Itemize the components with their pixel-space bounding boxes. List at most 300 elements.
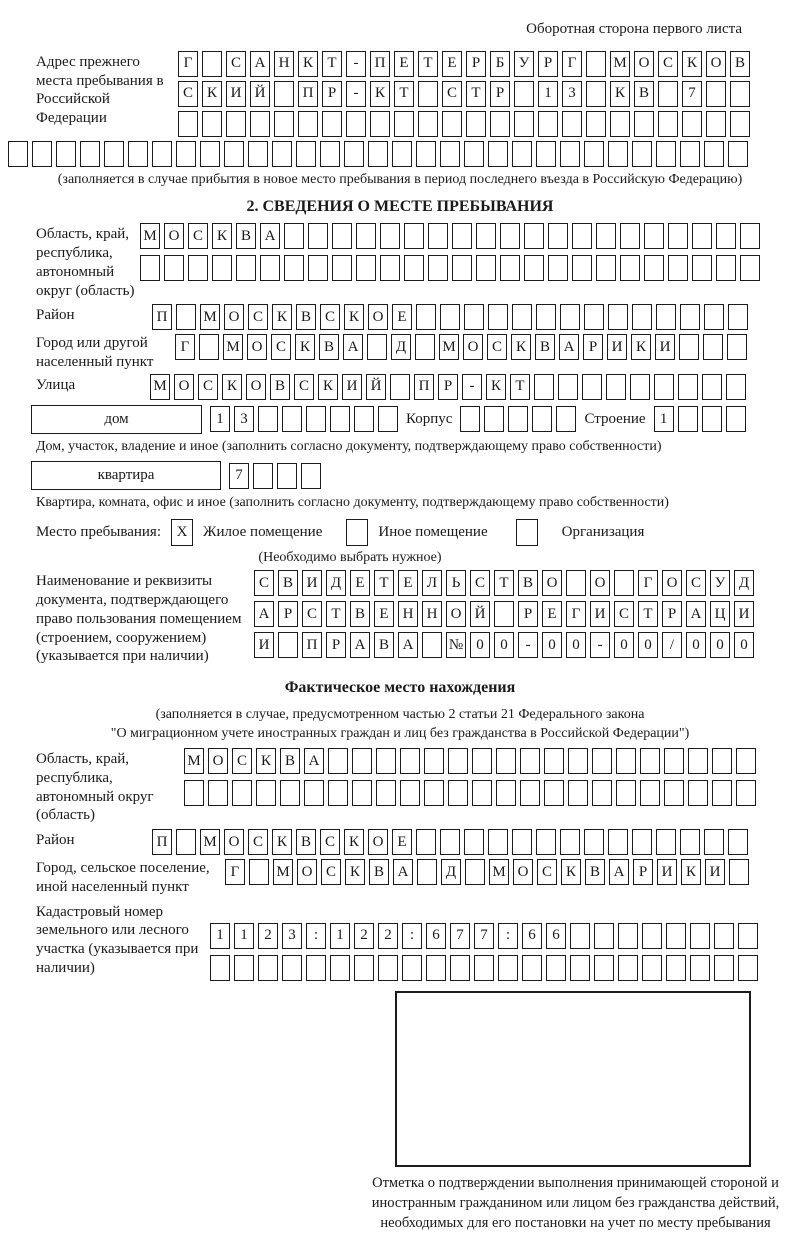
- char-box: [680, 829, 700, 855]
- char-box: [570, 955, 590, 981]
- char-box: К: [318, 374, 338, 400]
- char-box: В: [634, 81, 654, 107]
- char-box: Р: [633, 859, 653, 885]
- char-box: [232, 780, 252, 806]
- char-box: Н: [398, 601, 418, 627]
- stay-option-checkbox-organization: [516, 519, 538, 546]
- actual-city-block: [36, 857, 800, 897]
- char-box: 3: [234, 406, 254, 432]
- char-box: [320, 141, 340, 167]
- section2-title: 2. СВЕДЕНИЯ О МЕСТЕ ПРЕБЫВАНИЯ: [0, 197, 800, 217]
- char-box: К: [610, 81, 630, 107]
- char-box: [730, 111, 750, 137]
- char-box: -: [346, 51, 366, 77]
- apartment-label-box: квартира: [31, 461, 221, 490]
- document-rows: [254, 570, 754, 658]
- char-box: [56, 141, 76, 167]
- char-box: [152, 141, 172, 167]
- char-box: С: [658, 51, 678, 77]
- char-box: [496, 748, 516, 774]
- char-box: [202, 111, 222, 137]
- char-box: Р: [326, 632, 346, 658]
- char-box: [352, 748, 372, 774]
- char-box: [568, 780, 588, 806]
- char-box: И: [590, 601, 610, 627]
- house-caption: Дом, участок, владение и иное (заполнить согласно документу, подтверждающему право собственности): [36, 438, 800, 456]
- stay-type-label: Место пребывания:: [36, 523, 161, 542]
- char-box: [380, 255, 400, 281]
- char-box: И: [302, 570, 322, 596]
- char-box: М: [439, 334, 459, 360]
- char-box: 2: [378, 923, 398, 949]
- char-box: Е: [374, 601, 394, 627]
- char-box: О: [224, 829, 244, 855]
- char-box: [488, 829, 508, 855]
- char-box: [728, 141, 748, 167]
- char-box: [354, 955, 374, 981]
- stay-option-label-other: Иное помещение: [378, 523, 487, 542]
- korpus-cells: [460, 406, 576, 432]
- char-box: [560, 829, 580, 855]
- char-box: 0: [638, 632, 658, 658]
- char-box: [520, 780, 540, 806]
- char-box: [680, 304, 700, 330]
- char-box: О: [224, 304, 244, 330]
- char-box: [368, 141, 388, 167]
- char-box: А: [260, 223, 280, 249]
- char-box: М: [273, 859, 293, 885]
- char-box: [558, 374, 578, 400]
- char-box: [404, 223, 424, 249]
- char-box: [428, 223, 448, 249]
- char-box: 0: [494, 632, 514, 658]
- char-box: 0: [686, 632, 706, 658]
- char-box: [634, 111, 654, 137]
- char-box: О: [662, 570, 682, 596]
- char-box: О: [513, 859, 533, 885]
- char-box: 0: [710, 632, 730, 658]
- prev-address-row-4: [8, 141, 800, 167]
- char-box: С: [302, 601, 322, 627]
- char-box: 2: [258, 923, 278, 949]
- char-box: [706, 111, 726, 137]
- char-box: Д: [326, 570, 346, 596]
- char-box: 1: [330, 923, 350, 949]
- char-box: [594, 955, 614, 981]
- char-box: [306, 406, 326, 432]
- char-box: В: [278, 570, 298, 596]
- char-box: [584, 304, 604, 330]
- char-box: [346, 111, 366, 137]
- char-box: К: [370, 81, 390, 107]
- char-box: [301, 463, 321, 489]
- street-row: [150, 374, 746, 400]
- char-box: М: [223, 334, 243, 360]
- char-box: С: [321, 859, 341, 885]
- char-box: [234, 955, 254, 981]
- street-block: [36, 374, 800, 400]
- char-box: [618, 955, 638, 981]
- char-box: [284, 255, 304, 281]
- char-box: [376, 748, 396, 774]
- char-box: К: [344, 304, 364, 330]
- char-box: [618, 923, 638, 949]
- char-box: В: [296, 829, 316, 855]
- char-box: [415, 334, 435, 360]
- char-box: [332, 223, 352, 249]
- char-box: [248, 141, 268, 167]
- char-box: [688, 780, 708, 806]
- char-box: [668, 223, 688, 249]
- char-box: Т: [418, 51, 438, 77]
- char-box: [280, 780, 300, 806]
- char-box: [224, 141, 244, 167]
- char-box: [488, 141, 508, 167]
- char-box: [390, 374, 410, 400]
- char-box: В: [374, 632, 394, 658]
- char-box: [278, 632, 298, 658]
- prev-address-rows: [178, 51, 750, 137]
- char-box: В: [518, 570, 538, 596]
- char-box: Д: [734, 570, 754, 596]
- char-box: [200, 141, 220, 167]
- stay-type-note: (Необходимо выбрать нужное): [200, 549, 500, 567]
- char-box: [548, 255, 568, 281]
- actual-district-label: Район: [36, 829, 152, 850]
- char-box: [448, 780, 468, 806]
- char-box: В: [730, 51, 750, 77]
- char-box: [544, 748, 564, 774]
- char-box: Р: [438, 374, 458, 400]
- char-box: [730, 81, 750, 107]
- char-box: [428, 255, 448, 281]
- char-box: Г: [562, 51, 582, 77]
- char-box: [199, 334, 219, 360]
- char-box: М: [489, 859, 509, 885]
- house-cells: [210, 406, 398, 432]
- char-box: [692, 223, 712, 249]
- char-box: О: [368, 304, 388, 330]
- char-box: [524, 255, 544, 281]
- street-label: Улица: [36, 374, 150, 395]
- header-note: Оборотная сторона первого листа: [0, 0, 800, 39]
- char-box: [344, 141, 364, 167]
- stay-type-row: [36, 519, 800, 546]
- char-box: [128, 141, 148, 167]
- char-box: Й: [366, 374, 386, 400]
- char-box: К: [631, 334, 651, 360]
- char-box: [282, 955, 302, 981]
- char-box: [702, 374, 722, 400]
- document-label: Наименование и реквизиты документа, подтверждающего право пользования помещением (строением, сооружением) (указывается при наличии): [36, 570, 254, 666]
- char-box: [538, 111, 558, 137]
- char-box: Е: [392, 304, 412, 330]
- char-box: [592, 780, 612, 806]
- char-box: [716, 255, 736, 281]
- char-box: [464, 141, 484, 167]
- char-box: [352, 780, 372, 806]
- char-box: 3: [282, 923, 302, 949]
- char-box: [424, 780, 444, 806]
- char-box: [679, 334, 699, 360]
- char-box: [738, 955, 758, 981]
- char-box: [642, 923, 662, 949]
- char-box: [608, 304, 628, 330]
- char-box: К: [298, 51, 318, 77]
- char-box: -: [590, 632, 610, 658]
- char-box: [380, 223, 400, 249]
- char-box: С: [537, 859, 557, 885]
- char-box: [202, 51, 222, 77]
- char-box: 1: [234, 923, 254, 949]
- char-box: Р: [538, 51, 558, 77]
- actual-location-caption-1: (заполняется в случае, предусмотренном частью 2 статьи 21 Федерального закона: [0, 706, 800, 724]
- char-box: С: [232, 748, 252, 774]
- char-box: 7: [682, 81, 702, 107]
- char-box: [296, 141, 316, 167]
- char-box: [464, 829, 484, 855]
- char-box: [534, 374, 554, 400]
- char-box: [514, 81, 534, 107]
- char-box: [729, 859, 749, 885]
- char-box: У: [710, 570, 730, 596]
- char-box: О: [463, 334, 483, 360]
- char-box: И: [226, 81, 246, 107]
- char-box: [140, 255, 160, 281]
- char-box: [524, 223, 544, 249]
- char-box: [642, 955, 662, 981]
- char-box: С: [320, 304, 340, 330]
- char-box: В: [369, 859, 389, 885]
- char-box: М: [200, 304, 220, 330]
- char-box: [740, 223, 760, 249]
- char-box: [472, 748, 492, 774]
- char-box: 6: [522, 923, 542, 949]
- cadastral-block: [36, 901, 800, 981]
- char-box: [367, 334, 387, 360]
- char-box: О: [368, 829, 388, 855]
- char-box: В: [319, 334, 339, 360]
- char-box: С: [614, 601, 634, 627]
- char-box: Р: [466, 51, 486, 77]
- char-box: [620, 223, 640, 249]
- char-box: И: [705, 859, 725, 885]
- char-box: [704, 141, 724, 167]
- stroenie-label: Строение: [584, 410, 645, 429]
- char-box: [714, 923, 734, 949]
- char-box: С: [320, 829, 340, 855]
- char-box: [692, 255, 712, 281]
- char-box: [298, 111, 318, 137]
- char-box: [514, 111, 534, 137]
- char-box: №: [446, 632, 466, 658]
- char-box: А: [609, 859, 629, 885]
- char-box: [450, 955, 470, 981]
- char-box: [208, 780, 228, 806]
- char-box: [572, 223, 592, 249]
- char-box: [690, 955, 710, 981]
- char-box: [210, 955, 230, 981]
- char-box: Г: [566, 601, 586, 627]
- char-box: [8, 141, 28, 167]
- document-row-2: [254, 601, 754, 627]
- char-box: О: [590, 570, 610, 596]
- char-box: [490, 111, 510, 137]
- char-box: В: [535, 334, 555, 360]
- char-box: Г: [175, 334, 195, 360]
- char-box: А: [686, 601, 706, 627]
- char-box: Р: [490, 81, 510, 107]
- char-box: П: [370, 51, 390, 77]
- char-box: 1: [210, 406, 230, 432]
- char-box: :: [306, 923, 326, 949]
- actual-district-block: [36, 829, 800, 855]
- char-box: [536, 829, 556, 855]
- char-box: [630, 374, 650, 400]
- char-box: :: [498, 923, 518, 949]
- char-box: [378, 406, 398, 432]
- region-rows: [140, 223, 760, 281]
- char-box: Р: [518, 601, 538, 627]
- char-box: [176, 829, 196, 855]
- char-box: [688, 748, 708, 774]
- char-box: [466, 111, 486, 137]
- char-box: П: [302, 632, 322, 658]
- char-box: [546, 955, 566, 981]
- char-box: [404, 255, 424, 281]
- char-box: 3: [562, 81, 582, 107]
- char-box: -: [462, 374, 482, 400]
- char-box: Е: [394, 51, 414, 77]
- char-box: [370, 111, 390, 137]
- char-box: [608, 829, 628, 855]
- char-box: [668, 255, 688, 281]
- char-box: [498, 955, 518, 981]
- char-box: [354, 406, 374, 432]
- char-box: [706, 81, 726, 107]
- char-box: 0: [470, 632, 490, 658]
- char-box: Д: [391, 334, 411, 360]
- char-box: А: [350, 632, 370, 658]
- char-box: О: [164, 223, 184, 249]
- char-box: [448, 748, 468, 774]
- char-box: С: [226, 51, 246, 77]
- char-box: К: [682, 51, 702, 77]
- char-box: С: [442, 81, 462, 107]
- char-box: [356, 255, 376, 281]
- char-box: [474, 955, 494, 981]
- char-box: 1: [654, 406, 674, 432]
- char-box: 2: [354, 923, 374, 949]
- char-box: [400, 748, 420, 774]
- char-box: [560, 304, 580, 330]
- char-box: [740, 255, 760, 281]
- korpus-label: Корпус: [406, 410, 452, 429]
- char-box: [440, 304, 460, 330]
- char-box: -: [518, 632, 538, 658]
- char-box: К: [212, 223, 232, 249]
- char-box: [736, 748, 756, 774]
- actual-location-title: Фактическое место нахождения: [0, 678, 800, 698]
- char-box: [664, 780, 684, 806]
- char-box: О: [297, 859, 317, 885]
- char-box: 0: [566, 632, 586, 658]
- char-box: [726, 374, 746, 400]
- char-box: 0: [734, 632, 754, 658]
- char-box: [500, 223, 520, 249]
- city-row: [175, 334, 747, 360]
- char-box: С: [686, 570, 706, 596]
- char-box: Р: [662, 601, 682, 627]
- char-box: [308, 255, 328, 281]
- char-box: П: [414, 374, 434, 400]
- char-box: [586, 81, 606, 107]
- char-box: [256, 780, 276, 806]
- char-box: 1: [210, 923, 230, 949]
- char-box: [356, 223, 376, 249]
- char-box: В: [585, 859, 605, 885]
- char-box: [536, 141, 556, 167]
- char-box: В: [270, 374, 290, 400]
- cadastral-rows: [210, 923, 758, 981]
- char-box: [712, 780, 732, 806]
- char-box: [726, 406, 746, 432]
- char-box: [610, 111, 630, 137]
- document-block: [36, 570, 800, 666]
- char-box: [476, 255, 496, 281]
- city-block: [36, 332, 800, 372]
- char-box: [632, 304, 652, 330]
- char-box: Г: [638, 570, 658, 596]
- prev-address-row-3: [178, 111, 750, 137]
- char-box: О: [247, 334, 267, 360]
- char-box: [346, 519, 368, 546]
- char-box: К: [272, 829, 292, 855]
- char-box: А: [304, 748, 324, 774]
- stamp-area: [395, 991, 751, 1167]
- prev-address-label: Адрес прежнего места пребывания в Российской Федерации: [36, 51, 178, 128]
- char-box: [258, 406, 278, 432]
- char-box: [516, 519, 538, 546]
- district-block: [36, 304, 800, 330]
- stay-option-label-organization: Организация: [562, 523, 645, 542]
- char-box: 0: [542, 632, 562, 658]
- char-box: [392, 141, 412, 167]
- char-box: С: [271, 334, 291, 360]
- char-box: [736, 780, 756, 806]
- char-box: [544, 780, 564, 806]
- char-box: [460, 406, 480, 432]
- char-box: Е: [542, 601, 562, 627]
- char-box: [586, 51, 606, 77]
- char-box: [678, 406, 698, 432]
- char-box: [258, 955, 278, 981]
- char-box: М: [150, 374, 170, 400]
- char-box: [666, 955, 686, 981]
- char-box: [570, 923, 590, 949]
- char-box: [678, 374, 698, 400]
- char-box: [644, 255, 664, 281]
- char-box: Д: [441, 859, 461, 885]
- char-box: [656, 304, 676, 330]
- char-box: Т: [466, 81, 486, 107]
- char-box: [522, 955, 542, 981]
- char-box: [284, 223, 304, 249]
- char-box: Й: [470, 601, 490, 627]
- char-box: [500, 255, 520, 281]
- char-box: :: [402, 923, 422, 949]
- actual-region-block: [36, 748, 800, 825]
